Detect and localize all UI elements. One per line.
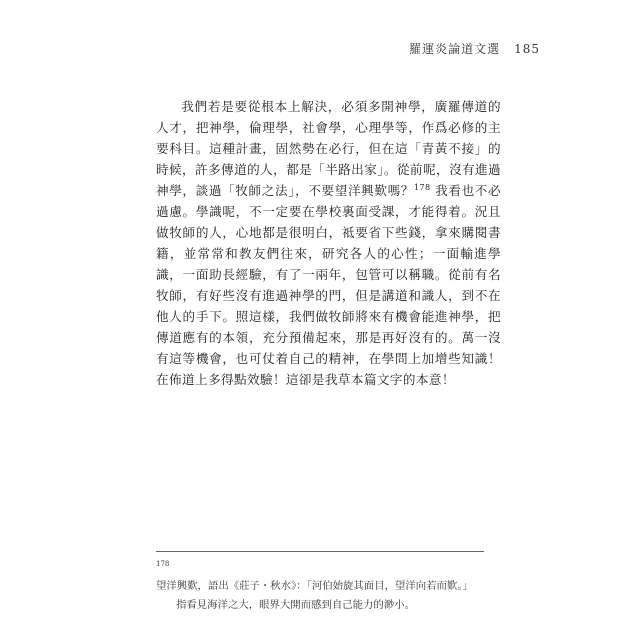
footnote-mark: 178 <box>156 559 170 568</box>
footnote-line-1: 望洋興歎，語出《莊子・秋水》：「河伯始旋其面目，望洋向若而歎。」 <box>156 580 473 592</box>
body-text <box>156 96 501 390</box>
footnote-line-2: 指看見海洋之大，眼界大開而感到自己能力的渺小。 <box>176 599 415 611</box>
footnote-separator <box>156 551 484 552</box>
footnote <box>156 558 486 615</box>
page-number: 185 <box>514 42 540 56</box>
running-title: 羅運炎論道文選 <box>409 42 501 56</box>
running-head <box>409 40 540 57</box>
body-text-part-2: 我看也不必過慮。學識呢，不一定要在學校裏面受課，才能得着。況且做牧師的人，心地都是很明白，祗要省下些錢，拿來購閱書籍，並常常和教友們往來，研究各人的心性；一面輸進學識，一面助長經驗，有了一兩年，包管可以稱職。從前有名牧師，有好些沒有進過神學的門，但是講道和識人，到不在他人的手下。照這樣，我們做牧師將來有機會能進神學，把傳道應有的本領，充分預備起來，那是再好沒有的。萬一沒有這等機會，也可仗着自己的精神，在學問上加增些知識！在佈道上多得點效驗！這卻是我草本篇文字的本意！ <box>156 183 502 387</box>
body-text-part-1: 我們若是要從根本上解決，必須多開神學，廣羅傳道的人才，把神學，倫理學，社會學，心理學等，作爲必修的主要科目。這種計畫，固然勢在必行，但在這「青黃不接」的時候，許多傳道的人，都是「半路出家」。從前呢，沒有進過神學，談過「牧師之法」，不要望洋興歎嗎？ <box>156 99 501 198</box>
footnote-reference: 178 <box>414 182 431 192</box>
body-paragraph <box>156 96 501 390</box>
